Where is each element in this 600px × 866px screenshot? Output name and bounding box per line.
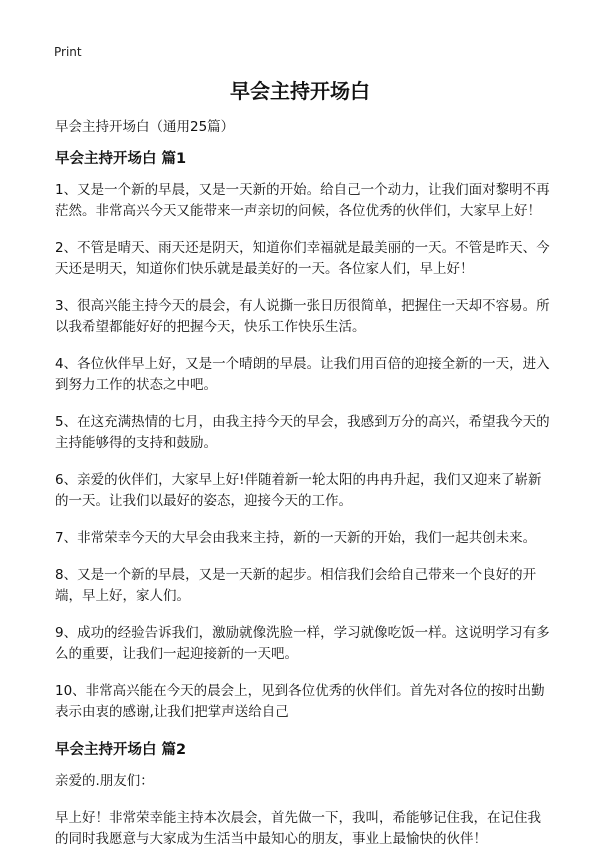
paragraph: 10、非常高兴能在今天的晨会上，见到各位优秀的伙伴们。首先对各位的按时出勤表示由衷的感谢,让我们把掌声送给自己 (55, 683, 545, 720)
print-link[interactable]: Print (54, 45, 82, 59)
paragraph: 5、在这充满热情的七月，由我主持今天的早会，我感到万分的高兴，希望我今天的主持能够得的支持和鼓励。 (55, 414, 550, 451)
section-heading: 早会主持开场白 篇2 (55, 742, 187, 758)
section-1 (55, 148, 550, 723)
paragraph: 9、成功的经验告诉我们，激励就像洗脸一样，学习就像吃饭一样。这说明学习有多么的重要，让我们一起迎接新的一天吧。 (55, 625, 550, 662)
paragraph: 3、很高兴能主持今天的晨会，有人说撕一张日历很简单，把握住一天却不容易。所以我希望都能好好的把握今天，快乐工作快乐生活。 (55, 298, 550, 335)
paragraph: 早上好！非常荣幸能主持本次晨会，首先做一下，我叫，希能够记住我，在记住我的同时我愿意与大家成为生活当中最知心的朋友，事业上最愉快的伙伴！ (55, 810, 541, 847)
paragraph: 4、各位伙伴早上好，又是一个晴朗的早晨。让我们用百倍的迎接全新的一天，进入到努力工作的状态之中吧。 (55, 356, 550, 393)
section-2 (55, 739, 550, 850)
section-heading: 早会主持开场白 篇1 (55, 151, 187, 167)
paragraph: 8、又是一个新的早晨，又是一天新的起步。相信我们会给自己带来一个良好的开端，早上好，家人们。 (55, 567, 537, 604)
paragraph: 亲爱的.朋友们： (55, 773, 154, 789)
paragraph: 2、不管是晴天、雨天还是阴天，知道你们幸福就是最美丽的一天。不管是昨天、今天还是明天，知道你们快乐就是最美好的一天。各位家人们，早上好！ (55, 240, 550, 277)
page-title: 早会主持开场白 (230, 79, 370, 103)
paragraph: 1、又是一个新的早晨，又是一天新的开始。给自己一个动力，让我们面对黎明不再茫然。非常高兴今天又能带来一声亲切的问候，各位优秀的伙伴们，大家早上好！ (55, 182, 550, 219)
document-subtitle: 早会主持开场白（通用25篇） (55, 119, 235, 135)
paragraph: 7、非常荣幸今天的大早会由我来主持，新的一天新的开始，我们一起共创未来。 (55, 530, 537, 546)
document-content (55, 148, 550, 866)
paragraph: 6、亲爱的伙伴们，大家早上好!伴随着新一轮太阳的冉冉升起，我们又迎来了崭新的一天。让我们以最好的姿态，迎接今天的工作。 (55, 472, 542, 509)
